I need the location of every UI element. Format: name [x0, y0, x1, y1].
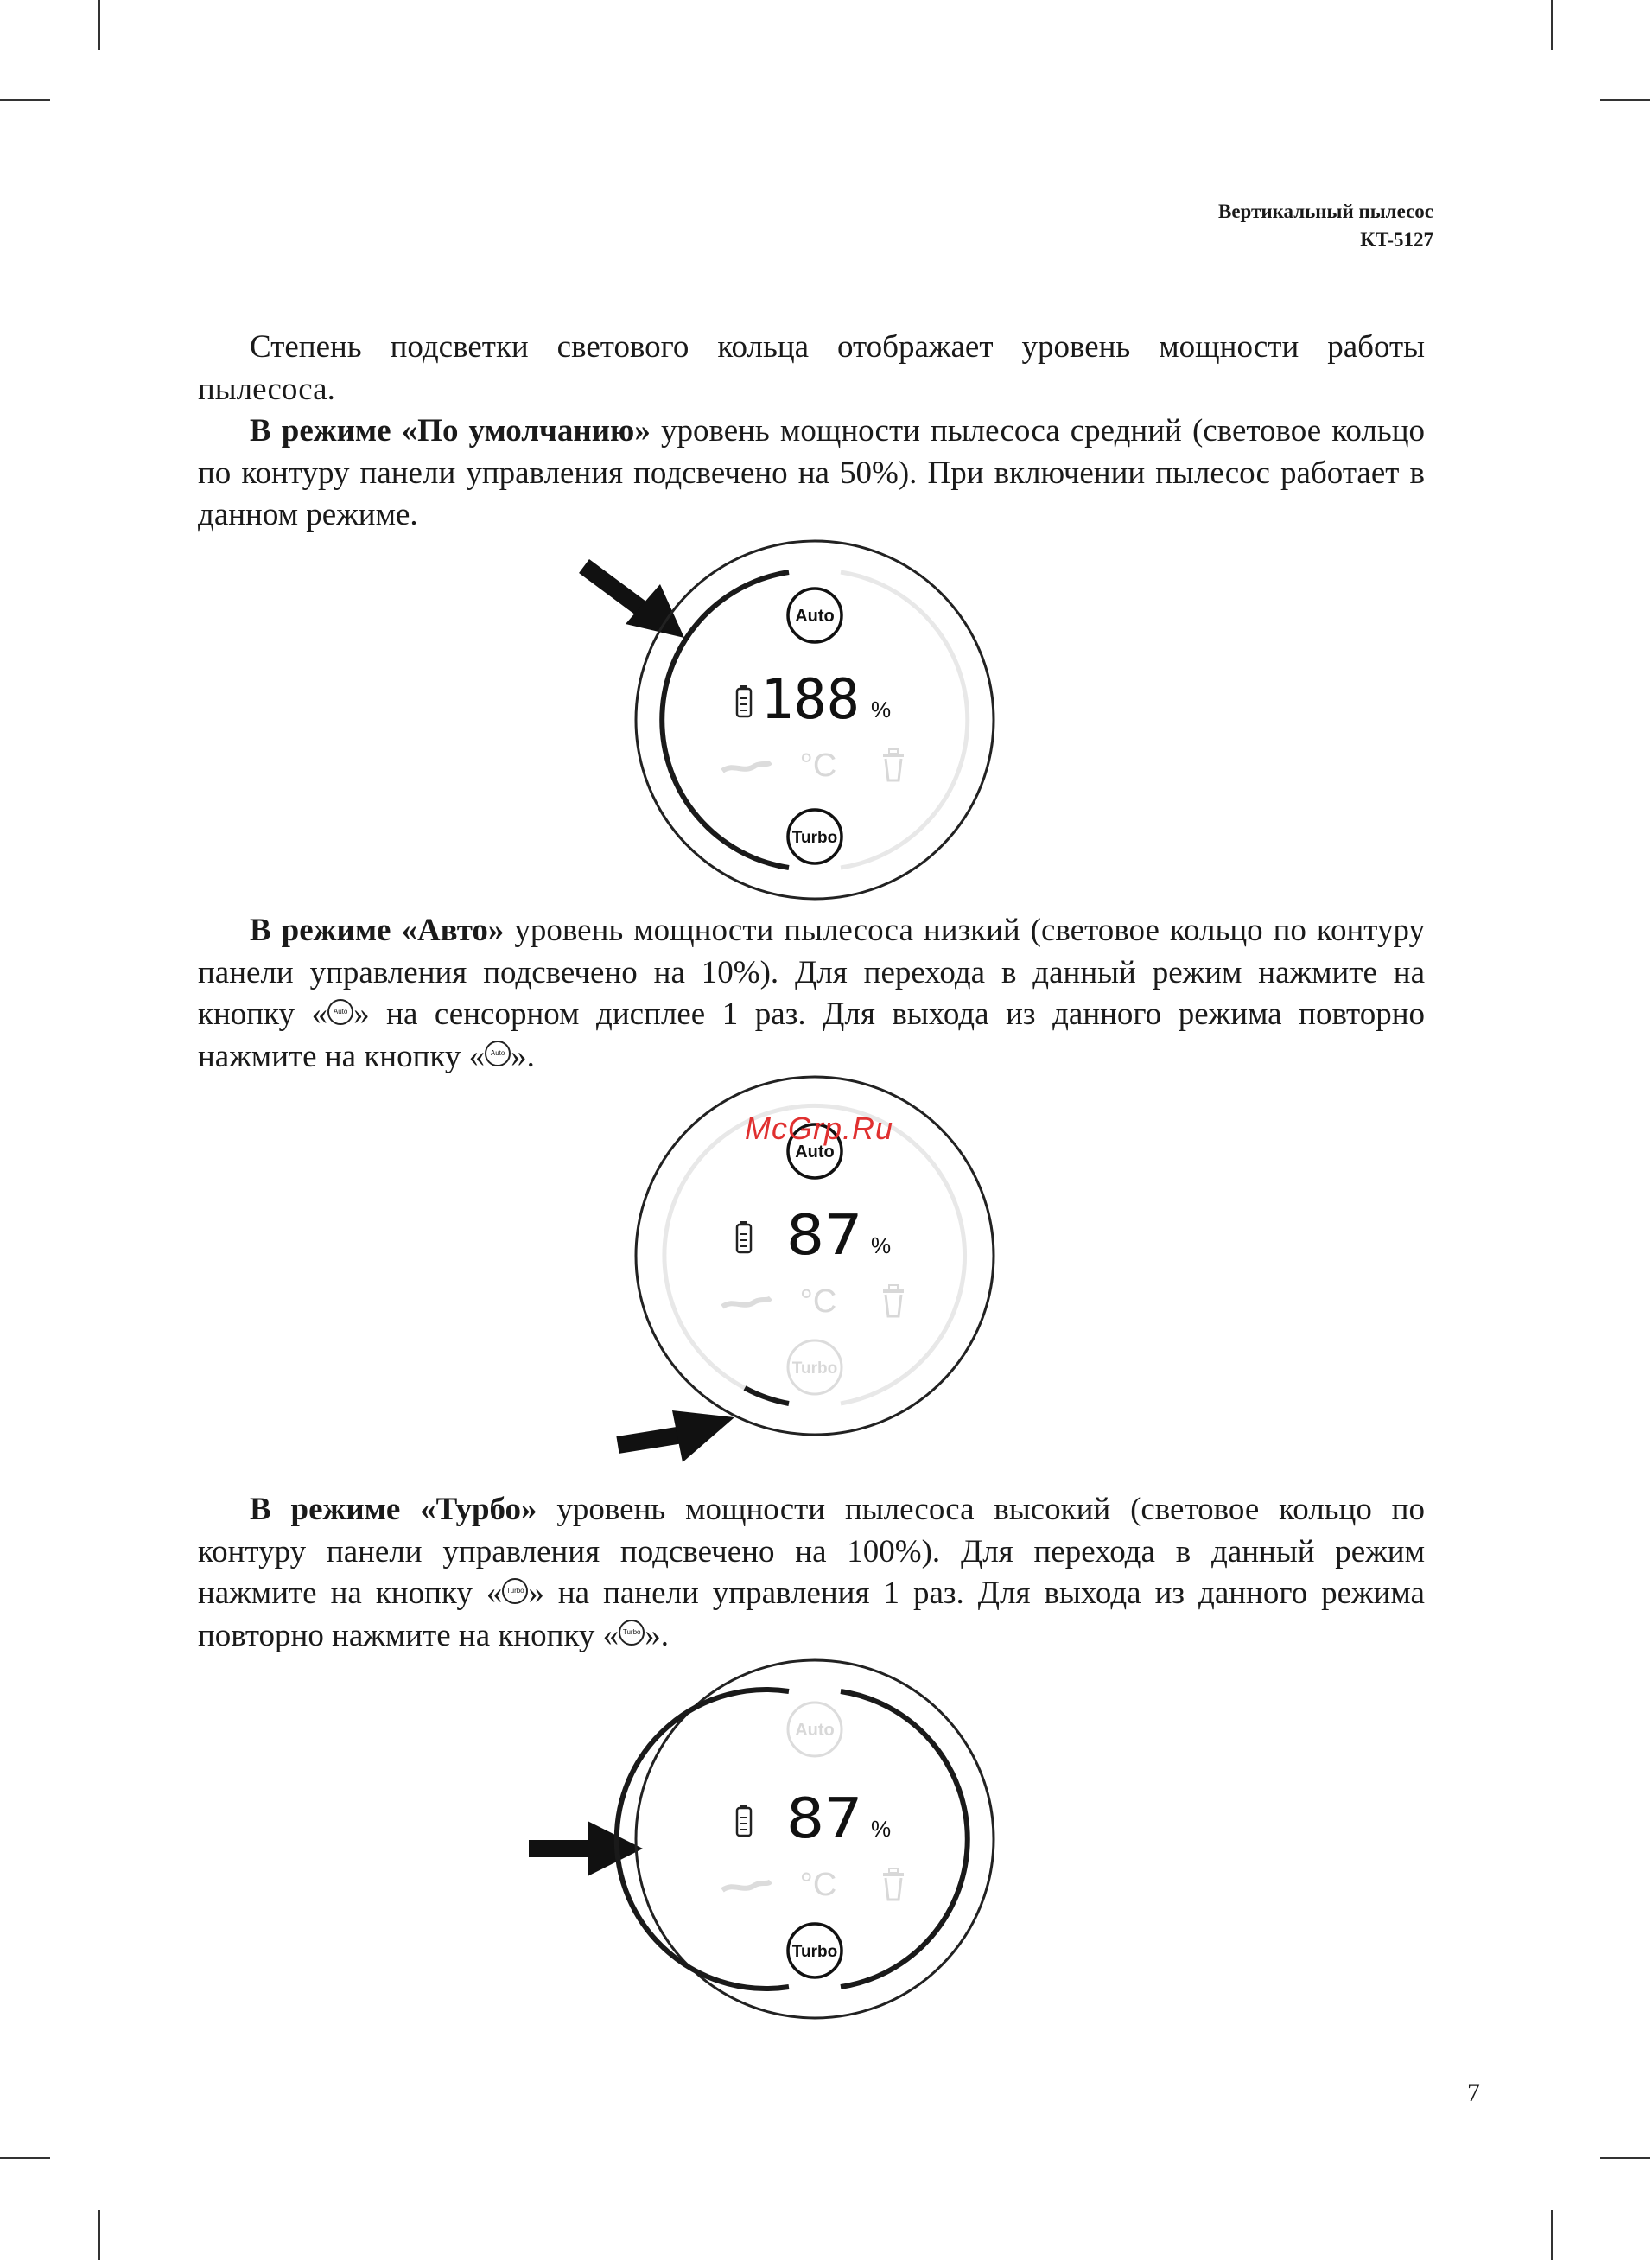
intro-text: Степень подсветки светового кольца отображает уровень мощности работы пылесоса.: [198, 329, 1425, 407]
brush-roller-icon: [722, 1881, 771, 1890]
light-ring-unlit: [841, 572, 968, 868]
auto-button-label: Auto: [795, 607, 835, 626]
control-panel-turbo: [518, 1655, 1020, 2027]
segment-display: 87: [786, 1204, 862, 1268]
brush-roller-icon: [722, 1298, 771, 1307]
turbo-mode-text-3: ».: [645, 1617, 669, 1653]
turbo-mode-text-2: » на панели управления 1 раз. Для выхода из данного режима повторно нажмите на кнопку «: [198, 1576, 1425, 1653]
percent-sign: %: [871, 1816, 892, 1842]
battery-icon: [737, 1221, 751, 1252]
pointer-arrow-icon: [529, 1821, 643, 1876]
crop-mark: [0, 99, 50, 101]
pointer-arrow-icon: [618, 1410, 734, 1462]
turbo-button-label: Turbo: [791, 1943, 838, 1961]
segment-display: 188: [760, 668, 860, 732]
trash-bin-icon: [883, 749, 904, 780]
battery-icon: [737, 685, 751, 716]
inline-auto-button-icon: Auto: [327, 999, 353, 1025]
temperature-icon: °C: [799, 1867, 837, 1903]
auto-button-label: Auto: [795, 1143, 835, 1162]
page-number: 7: [1467, 2079, 1480, 2107]
auto-mode-heading: В режиме «Авто»: [250, 913, 505, 948]
percent-sign: %: [871, 1232, 892, 1258]
turbo-mode-text-1: уровень мощности пылесоса высокий (световое кольцо по контуру панели управления подсвечено на 100%). Для перехода в данный режим нажмите на кнопку «: [198, 1492, 1425, 1611]
intro-paragraph: [198, 327, 1425, 537]
crop-mark: [1600, 2157, 1650, 2159]
temperature-icon: °C: [799, 748, 837, 784]
percent-sign: %: [871, 697, 892, 723]
inline-turbo-button-icon: Turbo: [502, 1578, 528, 1604]
default-mode-text: уровень мощности пылесоса средний (световое кольцо по контуру панели управления подсвечено на 50%). При включении пылесос работает в данном режиме.: [198, 413, 1425, 532]
trash-bin-icon: [883, 1868, 904, 1900]
auto-mode-text-3: ».: [511, 1038, 535, 1074]
auto-mode-text-2: » на сенсорном дисплее 1 раз. Для выхода из данного режима повторно нажмите на кнопку «: [198, 996, 1425, 1074]
auto-mode-text-1: уровень мощности пылесоса низкий (световое кольцо по контуру панели управления подсвечено на 10%). Для перехода в данный режим нажмите на кнопку «: [198, 913, 1426, 1032]
light-ring-lit: [745, 1388, 789, 1404]
turbo-button-label: Turbo: [791, 829, 838, 847]
temperature-icon: °C: [799, 1283, 837, 1320]
default-mode-heading: В режиме «По умолчанию»: [250, 413, 651, 449]
crop-mark: [1551, 2210, 1553, 2260]
turbo-mode-heading: В режиме «Турбо»: [250, 1492, 537, 1527]
turbo-paragraph: [198, 1489, 1425, 1657]
control-panel-default: [570, 536, 1020, 907]
auto-paragraph: [198, 910, 1425, 1078]
watermark: McGrp.Ru: [745, 1111, 894, 1146]
light-ring-unlit: [664, 1108, 789, 1388]
crop-mark: [0, 2157, 50, 2159]
crop-mark: [1551, 0, 1553, 50]
brush-roller-icon: [722, 762, 771, 771]
inline-turbo-button-icon: Turbo: [619, 1620, 645, 1646]
crop-mark: [1600, 99, 1650, 101]
segment-display: 87: [786, 1787, 862, 1851]
pointer-arrow-icon: [584, 566, 684, 638]
inline-auto-button-icon: Auto: [485, 1041, 511, 1066]
battery-icon: [737, 1805, 751, 1836]
crop-mark: [98, 0, 100, 50]
trash-bin-icon: [883, 1285, 904, 1316]
header-title: Вертикальный пылесос: [1218, 201, 1433, 222]
light-ring-lit: [617, 1690, 789, 1989]
page-header: [1218, 197, 1433, 254]
turbo-button-label: Turbo: [791, 1359, 838, 1378]
header-model: KT-5127: [1360, 229, 1433, 251]
auto-button-label: Auto: [795, 1721, 835, 1740]
crop-mark: [98, 2210, 100, 2260]
